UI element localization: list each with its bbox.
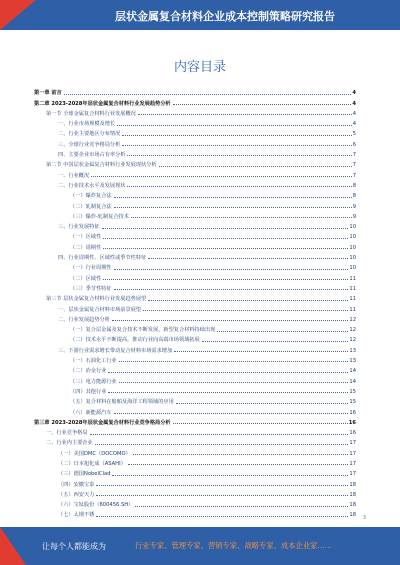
toc-entry-title: （一）复合层金属及复合技术不断发展，新型复合材料持续出现 bbox=[70, 327, 216, 334]
toc-entry-page: 11 bbox=[349, 275, 356, 282]
toc-leader-dots bbox=[95, 444, 349, 445]
toc-entry[interactable] bbox=[34, 374, 356, 384]
toc-entry-page: 10 bbox=[349, 255, 356, 262]
toc-entry[interactable] bbox=[34, 343, 356, 353]
toc-leader-dots bbox=[173, 104, 352, 105]
toc-entry[interactable] bbox=[34, 282, 356, 292]
toc-entry-title: 第二节 中国层状金属复合材料行业发展现状分析 bbox=[46, 162, 157, 169]
toc-leader-dots bbox=[64, 94, 352, 95]
toc-entry-page: 10 bbox=[349, 244, 356, 251]
toc-entry-page: 15 bbox=[349, 399, 356, 406]
toc-leader-dots bbox=[117, 125, 352, 126]
toc-entry-title: （三）德国NobelClad bbox=[58, 471, 111, 478]
toc-entry-page: 4 bbox=[352, 121, 356, 128]
toc-entry-title: （二）周期性 bbox=[70, 244, 102, 251]
toc-entry-title: 一、层状金属复合材料市场前景展望 bbox=[58, 306, 142, 313]
toc-leader-dots bbox=[159, 166, 352, 167]
toc-entry-title: 二、行业发展趋势分析 bbox=[58, 316, 110, 323]
toc-entry-title: （一）石油化工行业 bbox=[70, 358, 117, 365]
toc-entry[interactable] bbox=[34, 199, 356, 209]
toc-leader-dots bbox=[108, 372, 348, 373]
toc-heading: 内容目录 bbox=[173, 60, 226, 75]
toc-leader-dots bbox=[135, 506, 348, 507]
toc-entry-page: 14 bbox=[349, 368, 356, 375]
toc-entry-title: 二、行业主要地区分布情况 bbox=[58, 131, 121, 138]
toc-entry[interactable] bbox=[34, 508, 356, 518]
toc-leader-dots bbox=[128, 464, 349, 465]
toc-entry[interactable] bbox=[34, 323, 356, 333]
toc-leader-dots bbox=[174, 351, 348, 352]
toc-entry-title: （二）轧制复合法 bbox=[70, 203, 112, 210]
toc-entry[interactable] bbox=[34, 189, 356, 199]
toc-entry-title: 一、行业概况 bbox=[58, 172, 90, 179]
toc-entry-title: （七）太钢不锈 bbox=[58, 512, 95, 519]
toc-entry[interactable] bbox=[34, 158, 356, 168]
toc-entry[interactable] bbox=[34, 313, 356, 323]
toc-entry[interactable] bbox=[34, 137, 356, 147]
toc-entry-title: 三、行业发展特征 bbox=[58, 224, 100, 231]
toc-entry-page: 12 bbox=[349, 316, 356, 323]
toc-entry[interactable] bbox=[34, 127, 356, 137]
toc-leader-dots bbox=[96, 516, 348, 517]
toc-entry[interactable] bbox=[34, 302, 356, 312]
toc-entry-title: （六）宝钛股份（600456.SH） bbox=[58, 502, 134, 509]
toc-entry-title: （一）爆炸复合法 bbox=[70, 193, 112, 200]
toc-entry[interactable] bbox=[34, 148, 356, 158]
toc-entry-page: 10 bbox=[349, 234, 356, 241]
toc-entry-page: 16 bbox=[349, 409, 356, 416]
toc-leader-dots bbox=[217, 331, 348, 332]
toc-entry-page: 4 bbox=[352, 110, 356, 117]
toc-entry-title: （三）季节性特征 bbox=[70, 285, 112, 292]
toc-entry-title: （二）日本旭化成（ASAHI） bbox=[58, 460, 126, 467]
toc-entry-title: 二、行业技术水平及发展现状 bbox=[58, 182, 126, 189]
toc-entry-page: 12 bbox=[349, 337, 356, 344]
toc-entry[interactable] bbox=[34, 395, 356, 405]
toc-entry-title: 三、下游行业需求增长带动复合材料市场需求增加 bbox=[58, 347, 173, 354]
toc-entry[interactable] bbox=[34, 292, 356, 302]
toc-entry[interactable] bbox=[34, 364, 356, 374]
toc-leader-dots bbox=[176, 403, 349, 404]
toc-leader-dots bbox=[96, 495, 348, 496]
toc-entry-title: （三）电力能源行业 bbox=[70, 378, 117, 385]
toc-leader-dots bbox=[119, 382, 349, 383]
toc-entry-title: 四、行业周期性、区域性或季节性特征 bbox=[58, 255, 147, 262]
toc-entry-title: 第一节 全球金属复合材料行业发展概况 bbox=[46, 110, 136, 117]
toc-leader-dots bbox=[112, 320, 349, 321]
document-header-title: 层状金属复合材料企业成本控制策略研究报告 bbox=[115, 10, 335, 23]
toc-entry[interactable] bbox=[34, 457, 356, 467]
toc-entry[interactable] bbox=[34, 498, 356, 508]
toc-leader-dots bbox=[202, 341, 349, 342]
toc-entry-title: （四）安徽宝泰 bbox=[58, 481, 95, 488]
toc-leader-dots bbox=[127, 155, 351, 156]
toc-leader-dots bbox=[114, 197, 352, 198]
toc-leader-dots bbox=[119, 361, 349, 362]
toc-leader-dots bbox=[148, 300, 348, 301]
toc-entry-page: 9 bbox=[352, 213, 356, 220]
toc-entry-title: 第二章 2023-2028年层状金属复合材料行业发展趋势分析 bbox=[34, 100, 171, 107]
toc-entry-page: 11 bbox=[349, 306, 356, 313]
toc-entry-page: 13 bbox=[349, 358, 356, 365]
toc-leader-dots bbox=[122, 135, 351, 136]
header-red-accent bbox=[0, 0, 36, 30]
toc-entry-page: 17 bbox=[349, 471, 356, 478]
toc-leader-dots bbox=[114, 289, 349, 290]
toc-leader-dots bbox=[138, 114, 352, 115]
toc-entry-page: 6 bbox=[352, 141, 356, 148]
toc-entry-title: （二）冶金行业 bbox=[70, 368, 107, 375]
toc-entry[interactable] bbox=[34, 446, 356, 456]
toc-entry-title: （二）区域性 bbox=[70, 275, 102, 282]
toc-entry-title: 一、行业市场规模及增长 bbox=[58, 121, 116, 128]
toc-entry-page: 16 bbox=[348, 419, 356, 426]
toc-leader-dots bbox=[148, 258, 348, 259]
table-of-contents bbox=[34, 86, 356, 518]
toc-entry-page: 11 bbox=[349, 296, 356, 303]
toc-entry-title: （二）技术水平不断提高，推动行业向高端市场领域拓展 bbox=[70, 337, 200, 344]
toc-entry[interactable] bbox=[34, 467, 356, 477]
toc-entry-title: （五）西安天力 bbox=[58, 491, 95, 498]
toc-leader-dots bbox=[108, 392, 348, 393]
toc-entry-page: 11 bbox=[349, 285, 356, 292]
toc-leader-dots bbox=[103, 279, 348, 280]
toc-entry-page: 9 bbox=[352, 203, 356, 210]
toc-entry-page: 7 bbox=[352, 152, 356, 159]
toc-entry-title: （一）美国DMC（DOCOMO） bbox=[58, 450, 131, 457]
toc-leader-dots bbox=[112, 475, 348, 476]
toc-entry[interactable] bbox=[34, 230, 356, 240]
toc-entry-page: 18 bbox=[349, 481, 356, 488]
toc-entry-page: 10 bbox=[349, 224, 356, 231]
footer-slogan-left: 让每个人都能成为 bbox=[42, 542, 106, 551]
toc-entry-page: 5 bbox=[352, 131, 356, 138]
toc-entry-page: 15 bbox=[349, 388, 356, 395]
toc-entry-page: 10 bbox=[349, 265, 356, 272]
toc-entry[interactable] bbox=[34, 477, 356, 487]
toc-leader-dots bbox=[133, 454, 349, 455]
toc-leader-dots bbox=[173, 423, 348, 424]
toc-entry-title: （一）区域性 bbox=[70, 234, 102, 241]
toc-entry-title: （四）其他行业 bbox=[70, 388, 107, 395]
footer-red-accent bbox=[0, 527, 26, 565]
toc-entry[interactable] bbox=[34, 117, 356, 127]
toc-entry-page: 17 bbox=[349, 450, 356, 457]
toc-entry-page: 17 bbox=[349, 460, 356, 467]
toc-entry[interactable] bbox=[34, 436, 356, 446]
toc-entry[interactable] bbox=[34, 261, 356, 271]
toc-entry-title: （一）行业周期性 bbox=[70, 265, 112, 272]
toc-entry[interactable] bbox=[34, 220, 356, 230]
footer-slogan-right: 行业专家、管理专家、营销专家、战略专家、成本企业家…… bbox=[135, 541, 333, 550]
toc-leader-dots bbox=[127, 186, 351, 187]
toc-entry-title: 一、行业竞争格局 bbox=[46, 430, 88, 437]
toc-entry[interactable] bbox=[34, 354, 356, 364]
toc-entry-title: （五）复合材料在船舶及海洋工程领域的应用 bbox=[70, 399, 174, 406]
toc-entry[interactable] bbox=[34, 488, 356, 498]
toc-entry-page: 18 bbox=[349, 491, 356, 498]
toc-entry[interactable] bbox=[34, 168, 356, 178]
toc-entry[interactable] bbox=[34, 385, 356, 395]
toc-leader-dots bbox=[96, 485, 348, 486]
toc-leader-dots bbox=[114, 207, 352, 208]
toc-entry[interactable] bbox=[34, 271, 356, 281]
toc-entry-title: （六）新能源汽车 bbox=[70, 409, 112, 416]
toc-entry-page: 13 bbox=[349, 347, 356, 354]
toc-entry-page: 8 bbox=[352, 193, 356, 200]
toc-leader-dots bbox=[102, 228, 349, 229]
toc-leader-dots bbox=[114, 413, 349, 414]
toc-entry-page: 12 bbox=[349, 327, 356, 334]
toc-entry[interactable] bbox=[34, 210, 356, 220]
toc-leader-dots bbox=[91, 176, 352, 177]
toc-entry[interactable] bbox=[34, 251, 356, 261]
toc-entry-page: 4 bbox=[352, 100, 356, 107]
toc-entry-title: 二、行业内主要企业 bbox=[46, 440, 93, 447]
toc-entry-title: 四、主要企业市场占有率分析 bbox=[58, 152, 126, 159]
toc-entry[interactable] bbox=[34, 240, 356, 250]
toc-entry-page: 16 bbox=[349, 430, 356, 437]
toc-entry[interactable] bbox=[34, 416, 356, 426]
toc-entry[interactable] bbox=[34, 426, 356, 436]
toc-entry[interactable] bbox=[34, 86, 356, 96]
toc-entry[interactable] bbox=[34, 179, 356, 189]
toc-entry[interactable] bbox=[34, 107, 356, 117]
toc-entry-page: 4 bbox=[352, 90, 356, 97]
toc-entry-page: 7 bbox=[352, 172, 356, 179]
toc-leader-dots bbox=[114, 269, 349, 270]
toc-entry-title: 三、全球行业竞争格局分析 bbox=[58, 141, 121, 148]
toc-entry-page: 7 bbox=[352, 162, 356, 169]
toc-entry-page: 14 bbox=[349, 378, 356, 385]
toc-entry-title: 第一章 前言 bbox=[34, 90, 62, 97]
toc-leader-dots bbox=[122, 145, 351, 146]
toc-leader-dots bbox=[143, 310, 348, 311]
toc-entry-title: （三）爆炸-轧制复合技术 bbox=[70, 213, 129, 220]
toc-entry-page: 8 bbox=[352, 182, 356, 189]
toc-entry[interactable] bbox=[34, 96, 356, 106]
toc-entry-title: 第三节 层状金属复合材料行业发展趋势展望 bbox=[46, 296, 147, 303]
toc-entry-page: 18 bbox=[349, 502, 356, 509]
page-number: 3 bbox=[362, 515, 366, 521]
toc-entry[interactable] bbox=[34, 333, 356, 343]
toc-entry[interactable] bbox=[34, 405, 356, 415]
toc-leader-dots bbox=[103, 248, 348, 249]
toc-entry-page: 18 bbox=[349, 512, 356, 519]
toc-entry-title: 第三章 2023-2028年层状金属复合材料行业竞争格局分析 bbox=[34, 419, 171, 426]
toc-entry-page: 17 bbox=[349, 440, 356, 447]
toc-leader-dots bbox=[103, 238, 348, 239]
toc-leader-dots bbox=[131, 217, 352, 218]
toc-leader-dots bbox=[90, 434, 349, 435]
